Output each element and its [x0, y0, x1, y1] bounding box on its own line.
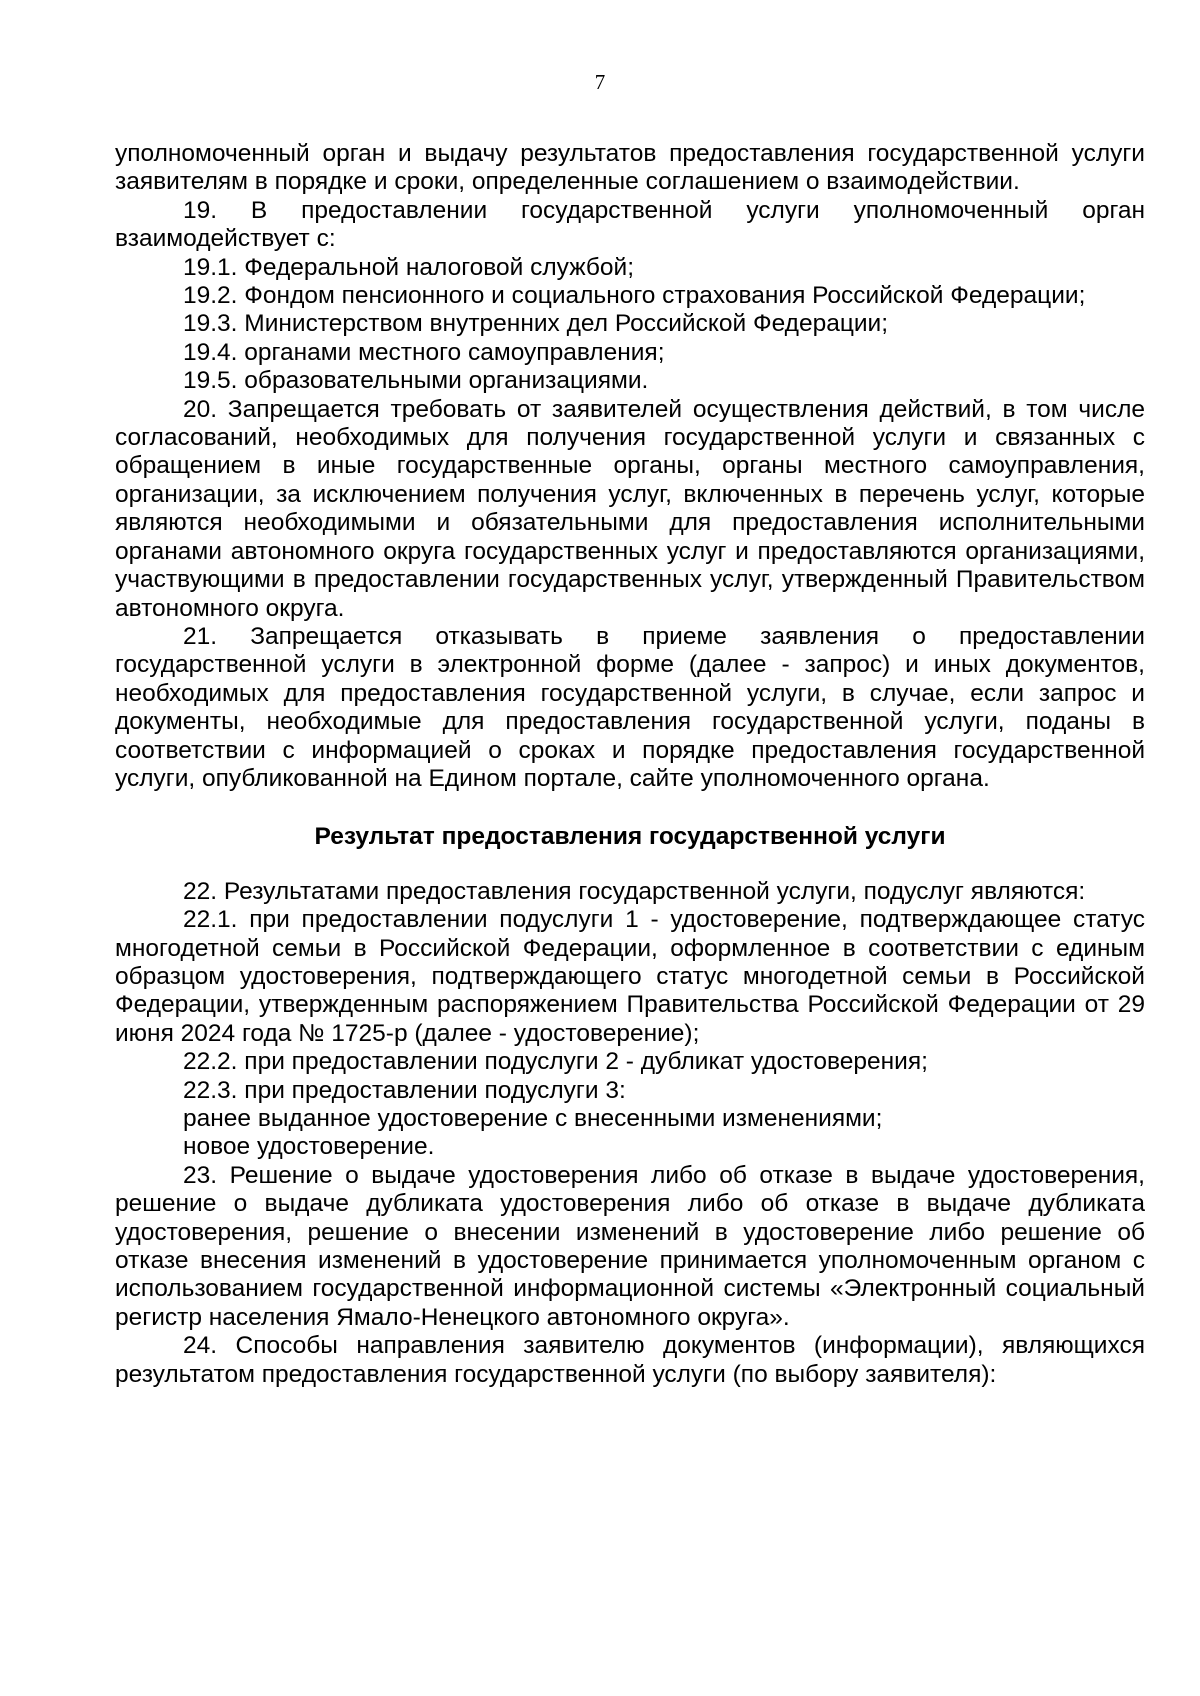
- paragraph-22-3-item-1: ранее выданное удостоверение с внесенными изменениями;: [183, 1105, 883, 1132]
- paragraph-22-1: 22.1. при предоставлении подуслуги 1 - удостоверение, подтверждающее статус многодетной семьи в Российской Федерации, оформленное в соответствии с единым образцом удостоверения, подтверждающего статус многодетной семьи в Российской Федерации, утвержденным распоряжением Правительства Российской Федерации от 29 июня 2024 года № 1725-р (далее - удостоверение);: [115, 906, 1145, 1047]
- page-number: 7: [594, 70, 606, 94]
- paragraph-22: 22. Результатами предоставления государственной услуги, подуслуг являются:: [183, 877, 1086, 905]
- paragraph-19-4: 19.4. органами местного самоуправления;: [183, 338, 665, 366]
- paragraph-19-5: 19.5. образовательными организациями.: [183, 367, 649, 395]
- paragraph-22-2: 22.2. при предоставлении подуслуги 2 - дубликат удостоверения;: [183, 1048, 928, 1076]
- paragraph-24: 24. Способы направления заявителю документов (информации), являющихся результатом предоставления государственной услуги (по выбору заявителя):: [115, 1332, 1145, 1388]
- document-body: [115, 140, 1145, 1389]
- paragraph-22-3-item-2: новое удостоверение.: [183, 1133, 435, 1161]
- paragraph-19-2: 19.2. Фондом пенсионного и социального страхования Российской Федерации;: [183, 282, 1086, 310]
- paragraph-19: 19. В предоставлении государственной услуги уполномоченный орган взаимодействует с:: [115, 196, 1145, 253]
- paragraph-23: 23. Решение о выдаче удостоверения либо об отказе в выдаче удостоверения, решение о выдаче дубликата удостоверения либо об отказе в выдаче дубликата удостоверения, решение о внесении изменений в удостоверение либо решение об отказе внесения изменений в удостоверение принимается уполномоченным органом с использованием государственной информационной системы «Электронный социальный регистр населения Ямало-Ненецкого автономного округа».: [115, 1161, 1145, 1331]
- paragraph-continuation: уполномоченный орган и выдачу результатов предоставления государственной услуги заявителям в порядке и сроки, определенные соглашением о взаимодействии.: [115, 140, 1145, 196]
- paragraph-20: 20. Запрещается требовать от заявителей осуществления действий, в том числе согласований, необходимых для получения государственной услуги и связанных с обращением в иные государственные органы, органы местного самоуправления, организации, за исключением получения услуг, включенных в перечень услуг, которые являются необходимыми и обязательными для предоставления исполнительными органами автономного округа государственных услуг и предоставляются организациями, участвующими в предоставлении государственных услуг, утвержденный Правительством автономного округа.: [115, 395, 1145, 622]
- paragraph-21: 21. Запрещается отказывать в приеме заявления о предоставлении государственной услуги в электронной форме (далее - запрос) и иных документов, необходимых для предоставления государственной услуги, в случае, если запрос и документы, необходимые для предоставления государственной услуги, поданы в соответствии с информацией о сроках и порядке предоставления государственной услуги, опубликованной на Едином портале, сайте уполномоченного органа.: [115, 622, 1145, 792]
- paragraph-19-1: 19.1. Федеральной налоговой службой;: [183, 253, 635, 281]
- paragraph-22-3: 22.3. при предоставлении подуслуги 3:: [183, 1076, 626, 1104]
- paragraph-19-3: 19.3. Министерством внутренних дел Российской Федерации;: [183, 310, 889, 338]
- section-heading: Результат предоставления государственной услуги: [314, 823, 946, 851]
